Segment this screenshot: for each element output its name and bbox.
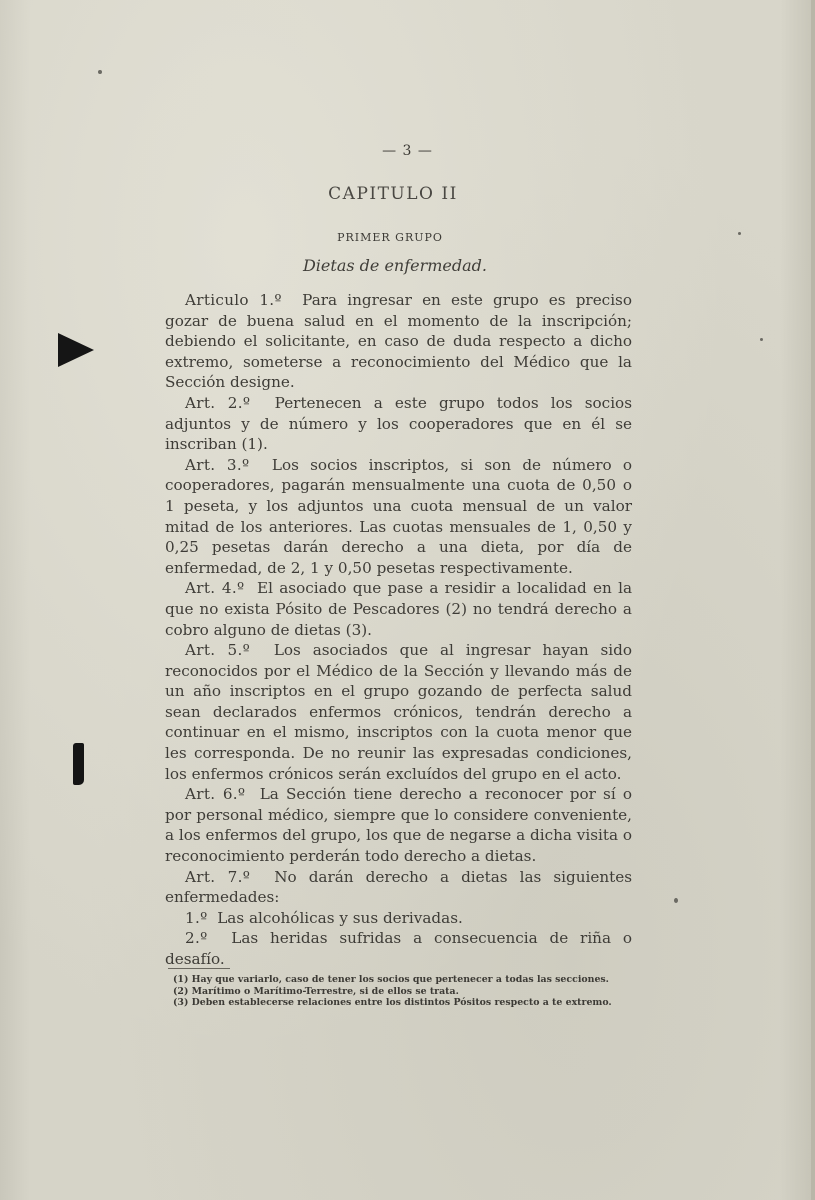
article-4 xyxy=(165,578,632,640)
article-label: Articulo 1.º xyxy=(185,291,282,309)
footnotes xyxy=(167,974,636,1009)
article-label: Art. 7.º xyxy=(185,867,251,886)
speck xyxy=(760,338,763,341)
article-label: Art. 4.º xyxy=(185,579,245,598)
article-label: Art. 6.º xyxy=(185,785,246,804)
footnote: (2) Marítimo o Marítimo-Terrestre, si de ellos se trata. xyxy=(173,985,459,997)
article-3 xyxy=(165,455,632,579)
article-1 xyxy=(165,290,632,393)
footnote: (1) Hay que variarlo, caso de tener los socios que pertenecer a todas las secciones. xyxy=(173,974,609,985)
article-5 xyxy=(165,640,632,784)
item-label: 2.º xyxy=(185,929,208,948)
list-item-1 xyxy=(165,908,632,929)
article-text: Pertenecen a este grupo todos los socios adjuntos y de número y los cooperadores que en él se inscriban (1). xyxy=(165,393,632,454)
speck xyxy=(674,898,678,903)
footnote: (3) Deben establecerse relaciones entre los distintos Pósitos respecto a te extremo. xyxy=(173,997,612,1009)
article-label: Art. 3.º xyxy=(185,455,250,474)
article-7 xyxy=(165,867,632,908)
item-label: 1.º xyxy=(185,908,208,927)
item-text: Las alcohólicas y sus derivadas. xyxy=(217,908,463,927)
chapter-title: CAPITULO II xyxy=(328,184,458,204)
article-2 xyxy=(165,393,632,455)
article-6 xyxy=(165,784,632,866)
list-item-2 xyxy=(165,928,632,969)
article-label: Art. 5.º xyxy=(185,641,251,660)
section-subtitle: Dietas de enfermedad. xyxy=(302,256,488,275)
page-number: — 3 — xyxy=(382,143,433,159)
article-text: Para ingresar en este grupo es preciso gozar de buena salud en el momento de la inscripción; debiendo el solicitante, en caso de duda respecto a dicho extremo, someterse a reconocimiento del Médico que la Sección designe. xyxy=(165,291,632,392)
margin-tab-mark xyxy=(73,743,84,785)
article-text: El asociado que pase a residir a localidad en la que no exista Pósito de Pescadores (2) no tendrá derecho a cobro alguno de dietas (3). xyxy=(165,579,632,639)
speck xyxy=(98,70,102,74)
section-heading: PRIMER GRUPO xyxy=(337,231,443,244)
item-text: Las heridas sufridas a consecuencia de riña o desafío. xyxy=(165,929,633,968)
article-text: Los socios inscriptos, si son de número o cooperadores, pagarán mensualmente una cuota de 0,50 o 1 peseta, y los adjuntos una cuota mensual de un valor mitad de los anteriores. Las cuotas mensuales de 1, 0,50 y 0,25 pesetas darán derecho a una dieta, por día de enfermedad, de 2, 1 y 0,50 pesetas respectivamente. xyxy=(165,455,632,577)
margin-arrow-mark xyxy=(58,333,94,367)
page-edge xyxy=(811,0,815,1200)
article-text: Los asociados que al ingresar hayan sido reconocidos por el Médico de la Sección y llevando más de un año inscriptos en el grupo gozando de perfecta salud sean declarados enfermos crónicos, tendrán derecho a continuar en el mismo, inscriptos con la cuota menor que les corresponda. De no reunir las expresadas condiciones, los enfermos crónicos serán excluídos del grupo en el acto. xyxy=(165,641,633,783)
article-label: Art. 2.º xyxy=(185,393,251,412)
body-text xyxy=(165,290,632,970)
article-text: No darán derecho a dietas las siguientes enfermedades: xyxy=(165,867,633,907)
article-text: La Sección tiene derecho a reconocer por sí o por personal médico, siempre que lo considere conveniente, a los enfermos del grupo, los que de negarse a dicha visita o reconocimiento perderán todo derecho a dietas. xyxy=(165,785,633,866)
footnote-divider xyxy=(168,968,230,969)
